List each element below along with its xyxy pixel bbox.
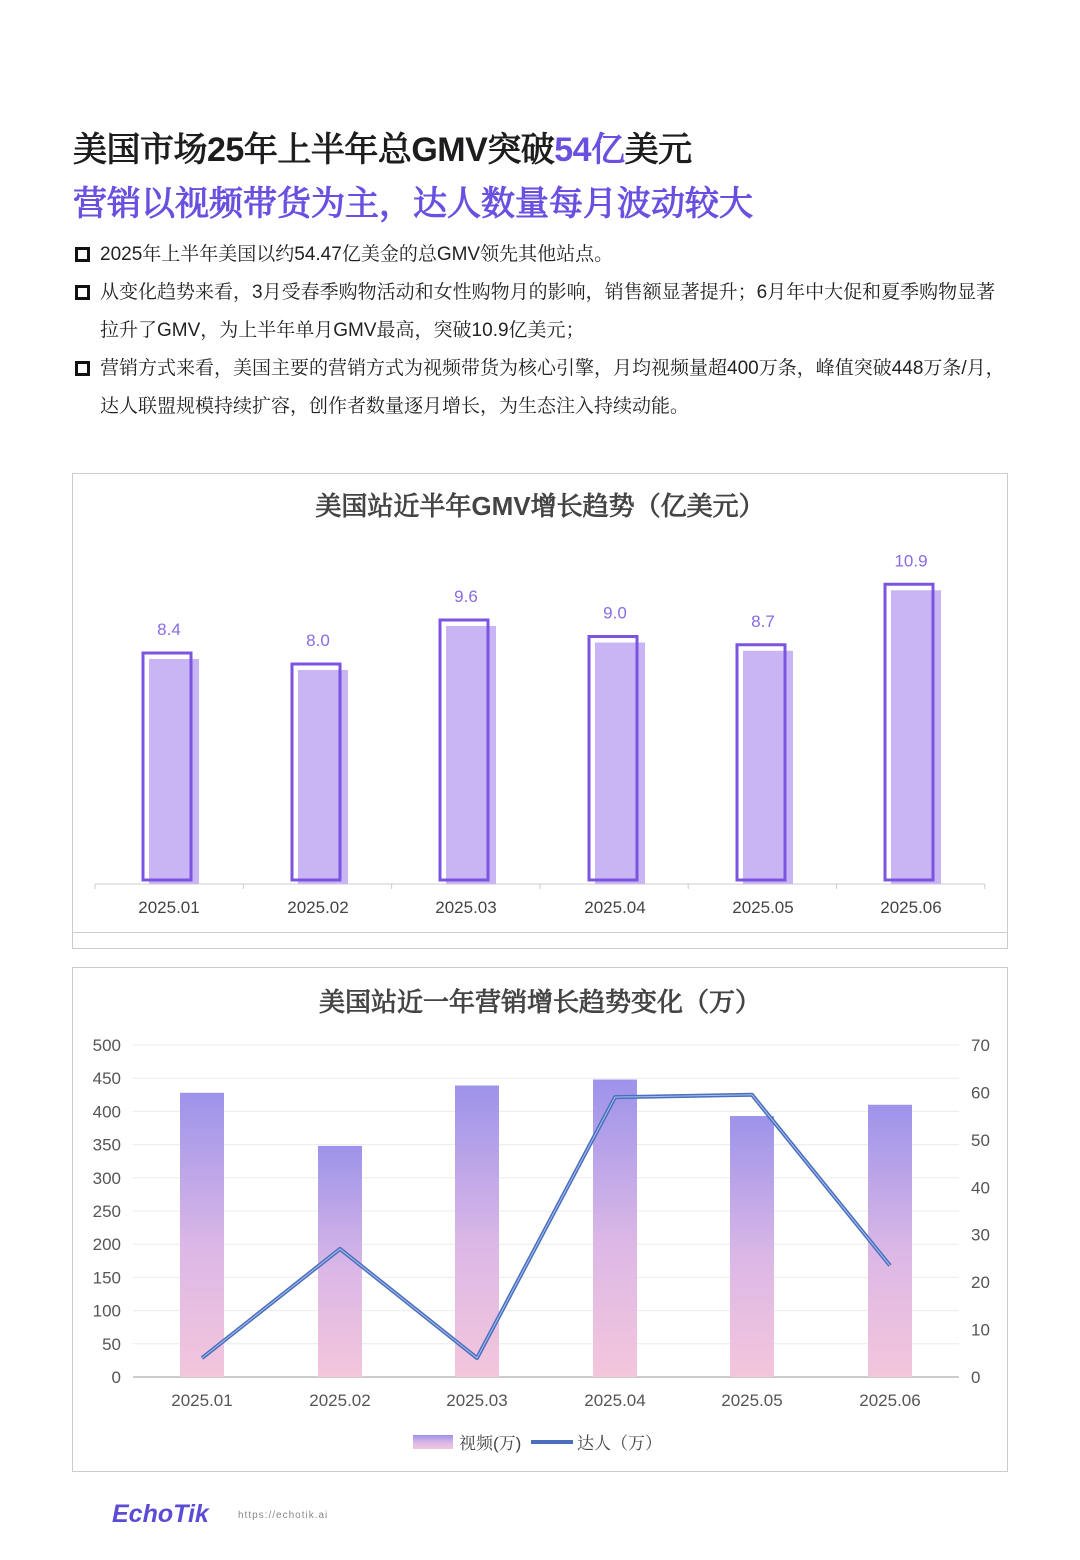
x-tick-label: 2025.06 (859, 1391, 921, 1410)
y-left-tick-label: 250 (92, 1202, 121, 1221)
title-text-end: 美元 (624, 131, 692, 169)
marketing-chart-card (72, 967, 1008, 1472)
square-bullet-icon (75, 285, 90, 300)
data-label: 9.6 (454, 587, 478, 606)
video-bar (455, 1086, 499, 1377)
x-tick-label: 2025.02 (309, 1391, 371, 1410)
gmv-chart-card (72, 473, 1008, 949)
x-tick-label: 2025.05 (732, 898, 794, 917)
chart-title: 美国站近半年GMV增长趋势（亿美元） (315, 491, 765, 521)
y-left-tick-label: 150 (92, 1268, 121, 1288)
chart-title: 美国站近一年营销增长趋势变化（万） (318, 987, 761, 1017)
y-right-tick-label: 50 (971, 1130, 990, 1150)
page-subtitle: 营销以视频带货为主，达人数量每月波动较大 (73, 185, 753, 223)
y-left-tick-label: 200 (92, 1235, 121, 1255)
gmv-chart (73, 474, 1009, 950)
bullet-item (75, 350, 1005, 426)
divider (73, 932, 1007, 933)
data-label: 8.4 (157, 620, 181, 639)
x-tick-label: 2025.01 (171, 1391, 233, 1410)
y-right-tick-label: 40 (971, 1178, 990, 1198)
bullet-item (75, 236, 1005, 274)
x-tick-label: 2025.03 (435, 898, 497, 917)
bullet-text: 从变化趋势来看，3月受春季购物活动和女性购物月的影响，销售额显著提升；6月年中大促和夏季购物显著拉升了GMV，为上半年单月GMV最高，突破10.9亿美元； (100, 282, 996, 341)
y-right-tick-label: 10 (971, 1320, 990, 1340)
data-label: 10.9 (894, 551, 928, 571)
bullet-text: 营销方式来看，美国主要的营销方式为视频带货为核心引擎，月均视频量超400万条，峰值突破448万条/月，达人联盟规模持续扩容，创作者数量逐月增长，为生态注入持续动能。 (100, 358, 1005, 417)
legend-video-swatch (413, 1435, 453, 1449)
video-bar (868, 1105, 912, 1377)
data-label: 8.7 (751, 611, 775, 631)
bullet-list (75, 236, 1005, 426)
page-title (73, 122, 692, 171)
title-highlight: 54亿 (554, 131, 625, 169)
footer-url: https://echotik.ai (238, 1510, 329, 1521)
x-tick-label: 2025.02 (287, 898, 349, 917)
legend-talent-label: 达人（万） (577, 1434, 662, 1453)
data-label: 9.0 (603, 603, 627, 623)
y-left-tick-label: 50 (102, 1334, 121, 1354)
legend-video-label: 视频(万) (459, 1434, 522, 1453)
y-left-tick-label: 100 (92, 1301, 121, 1321)
x-tick-label: 2025.04 (584, 898, 646, 917)
talent-line (202, 1095, 890, 1358)
y-right-tick-label: 20 (971, 1273, 990, 1293)
y-left-tick-label: 350 (92, 1135, 121, 1155)
y-right-tick-label: 0 (971, 1368, 981, 1387)
title-text: 美国市场25年上半年总GMV突破 (73, 131, 555, 169)
video-bar (180, 1093, 224, 1377)
x-tick-label: 2025.01 (138, 898, 200, 917)
x-tick-label: 2025.04 (584, 1391, 646, 1410)
bullet-text: 2025年上半年美国以约54.47亿美金的总GMV领先其他站点。 (100, 244, 614, 265)
y-left-tick-label: 400 (92, 1102, 121, 1122)
video-bar (730, 1116, 774, 1377)
y-left-tick-label: 0 (111, 1368, 121, 1387)
marketing-chart (73, 968, 1009, 1473)
x-tick-label: 2025.06 (880, 898, 942, 917)
data-label: 8.0 (306, 631, 330, 650)
x-tick-label: 2025.03 (446, 1391, 508, 1410)
y-right-tick-label: 30 (971, 1225, 990, 1245)
y-left-tick-label: 500 (92, 1036, 121, 1055)
y-right-tick-label: 60 (971, 1083, 990, 1103)
echotik-logo: EchoTik (112, 1500, 209, 1528)
bullet-item (75, 274, 1005, 350)
y-right-tick-label: 70 (971, 1036, 990, 1055)
square-bullet-icon (75, 361, 90, 376)
y-left-tick-label: 300 (92, 1168, 121, 1188)
y-left-tick-label: 450 (92, 1069, 121, 1089)
square-bullet-icon (75, 247, 90, 262)
x-tick-label: 2025.05 (721, 1391, 783, 1410)
